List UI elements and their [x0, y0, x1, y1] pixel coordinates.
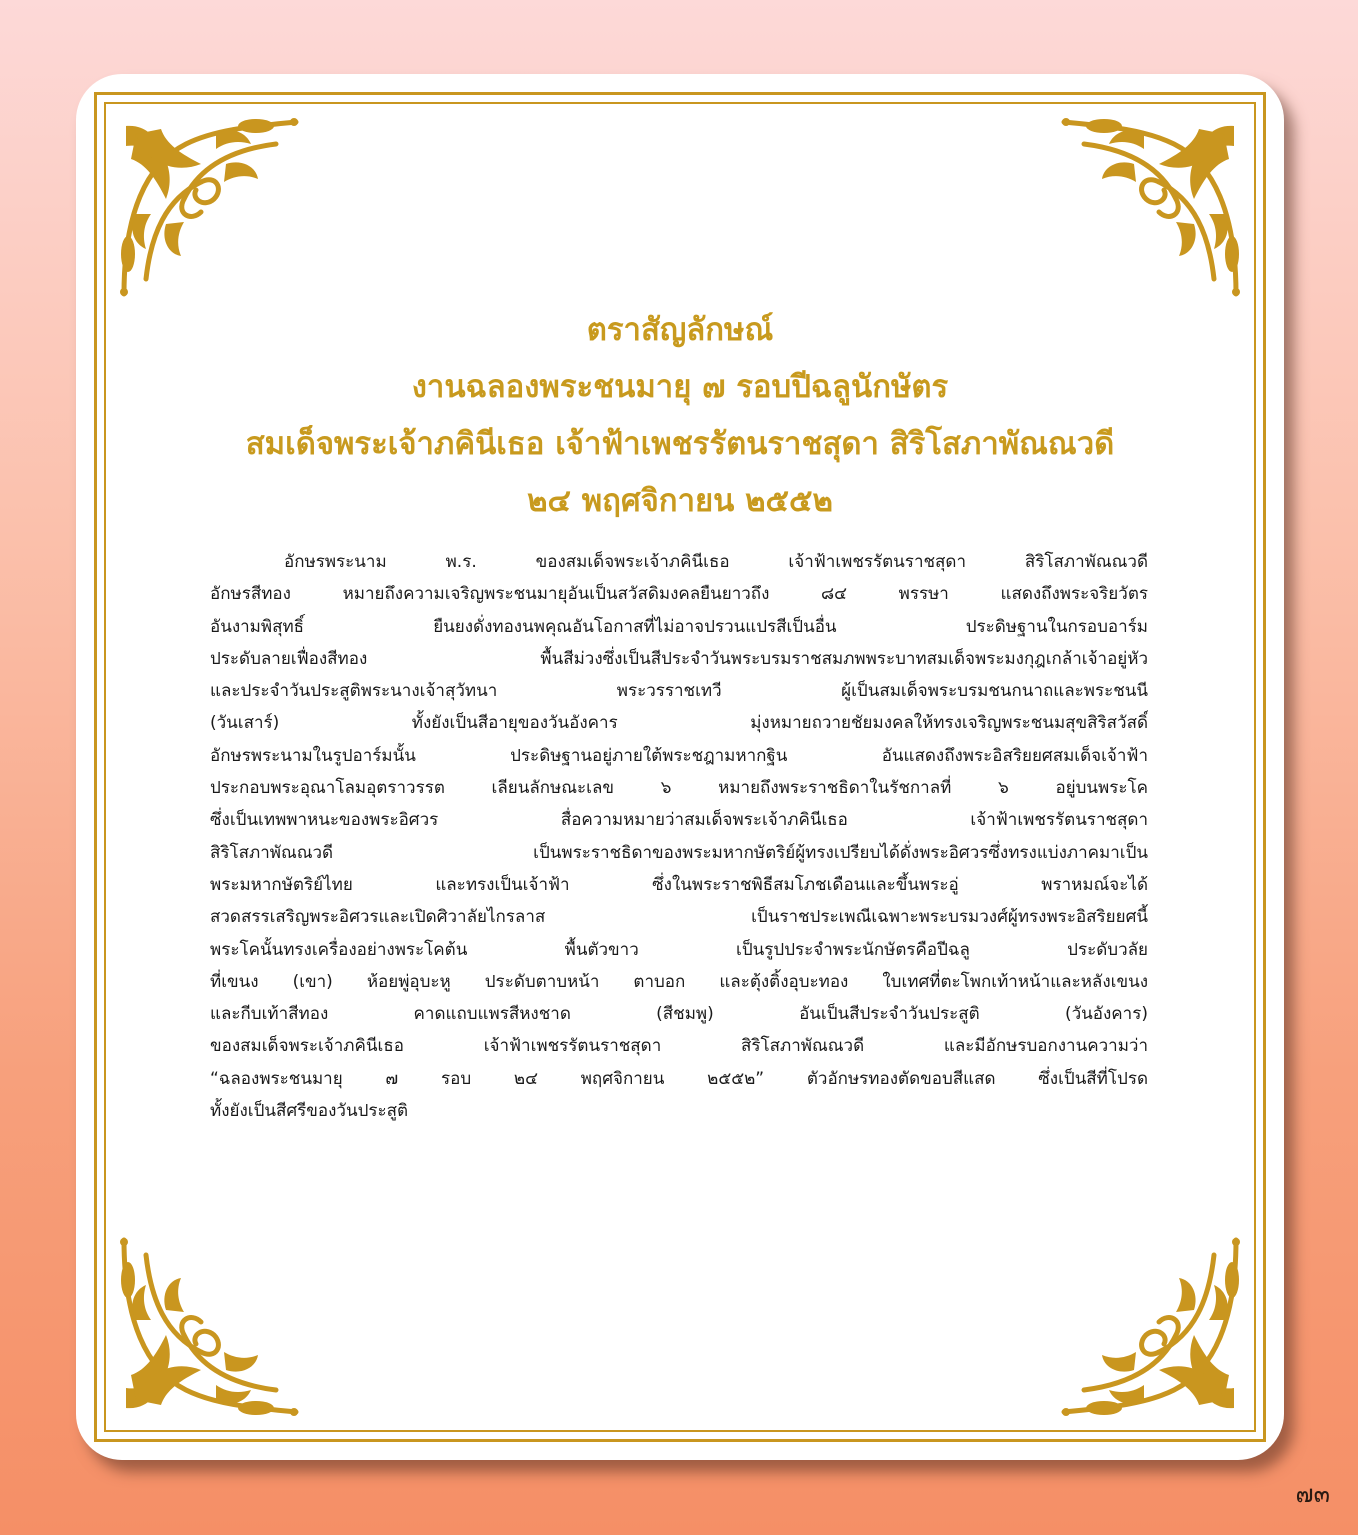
body-line: อันงามพิสุทธิ์ ยืนยงดั่งทองนพคุณอันโอกาสที่ไม่อาจปรวนแปรสีเป็นอื่น ประดิษฐานในกรอบอาร์ม — [210, 616, 1148, 637]
body-line: สวดสรรเสริญพระอิศวรและเปิดศิวาลัยไกรลาส เป็นราชประเพณีเฉพาะพระบรมวงศ์ผู้ทรงพระอิสริยยศนี้ — [210, 907, 1148, 928]
document-title — [76, 302, 1284, 530]
document-card — [76, 74, 1284, 1460]
body-line: (วันเสาร์) ทั้งยังเป็นสีอายุของวันอังคาร มุ่งหมายถวายชัยมงคลให้ทรงเจริญพระชนมสุขสิริสวัสดิ์ — [210, 713, 1148, 734]
title-line-1: ตราสัญลักษณ์ — [586, 312, 774, 348]
body-line: อักษรพระนามในรูปอาร์มนั้น ประดิษฐานอยู่ภายใต้พระชฎามหากฐิน อันแสดงถึงพระอิสริยยศสมเด็จเจ้าฟ้า — [210, 745, 1148, 766]
ornament-corner-icon — [106, 1220, 316, 1430]
page-number: ๗๓ — [1295, 1480, 1330, 1508]
body-line: อักษรสีทอง หมายถึงความเจริญพระชนมายุอันเป็นสวัสดิมงคลยืนยาวถึง ๘๔ พรรษา แสดงถึงพระจริยวัตร — [210, 584, 1148, 605]
body-line: ที่เขนง (เขา) ห้อยพู่อุบะหู ประดับตาบหน้า ตาบอก และตุ้งติ้งอุบะทอง ใบเทศที่ตะโพกเท้าหน้าและหลังเขนง — [210, 971, 1148, 992]
body-line: ทั้งยังเป็นสีศรีของวันประสูติ — [210, 1101, 409, 1122]
body-line: สิริโสภาพัณณวดี เป็นพระราชธิดาของพระมหากษัตริย์ผู้ทรงเปรียบได้ดั่งพระอิศวรซึ่งทรงแบ่งภาคมาเป็น — [210, 842, 1148, 863]
body-line: และประจำวันประสูติพระนางเจ้าสุวัทนา พระวรราชเทวี ผู้เป็นสมเด็จพระบรมชนกนาถและพระชนนี — [210, 681, 1148, 702]
ornament-corner-icon — [1044, 1220, 1254, 1430]
title-line-4: ๒๔ พฤศจิกายน ๒๕๕๒ — [527, 483, 833, 519]
body-paragraph — [210, 546, 1148, 1127]
body-line: ซึ่งเป็นเทพพาหนะของพระอิศวร สื่อความหมายว่าสมเด็จพระเจ้าภคินีเธอ เจ้าฟ้าเพชรรัตนราชสุดา — [210, 810, 1148, 831]
body-line: และกีบเท้าสีทอง คาดแถบแพรสีหงชาด (สีชมพู) อันเป็นสีประจำวันประสูติ (วันอังคาร) — [210, 1004, 1148, 1025]
ornament-corner-icon — [106, 104, 316, 314]
body-line: พระมหากษัตริย์ไทย และทรงเป็นเจ้าฟ้า ซึ่งในพระราชพิธีสมโภชเดือนและขึ้นพระอู่ พราหมณ์จะได้ — [210, 874, 1148, 895]
title-line-3: สมเด็จพระเจ้าภคินีเธอ เจ้าฟ้าเพชรรัตนราชสุดา สิริโสภาพัณณวดี — [245, 426, 1115, 462]
body-line: ของสมเด็จพระเจ้าภคินีเธอ เจ้าฟ้าเพชรรัตนราชสุดา สิริโสภาพัณณวดี และมีอักษรบอกงานความว่า — [210, 1036, 1148, 1057]
body-line: พระโคนั้นทรงเครื่องอย่างพระโคต้น พื้นตัวขาว เป็นรูปประจำพระนักษัตรคือปีฉลู ประดับวลัย — [210, 939, 1148, 960]
ornament-corner-icon — [1044, 104, 1254, 314]
body-line: อักษรพระนาม พ.ร. ของสมเด็จพระเจ้าภคินีเธอ เจ้าฟ้าเพชรรัตนราชสุดา สิริโสภาพัณณวดี — [284, 552, 1148, 572]
body-line: “ฉลองพระชนมายุ ๗ รอบ ๒๔ พฤศจิกายน ๒๕๕๒” ตัวอักษรทองตัดขอบสีแสด ซึ่งเป็นสีที่โปรด — [210, 1068, 1148, 1089]
title-line-2: งานฉลองพระชนมายุ ๗ รอบปีฉลูนักษัตร — [411, 369, 949, 405]
body-line: ประกอบพระอุณาโลมอุตราวรรต เลียนลักษณะเลข ๖ หมายถึงพระราชธิดาในรัชกาลที่ ๖ อยู่บนพระโค — [210, 778, 1148, 799]
body-line: ประดับลายเฟื่องสีทอง พื้นสีม่วงซึ่งเป็นสีประจำวันพระบรมราชสมภพพระบาทสมเด็จพระมงกุฎเกล้าเจ้าอยู่หัว — [210, 648, 1148, 669]
